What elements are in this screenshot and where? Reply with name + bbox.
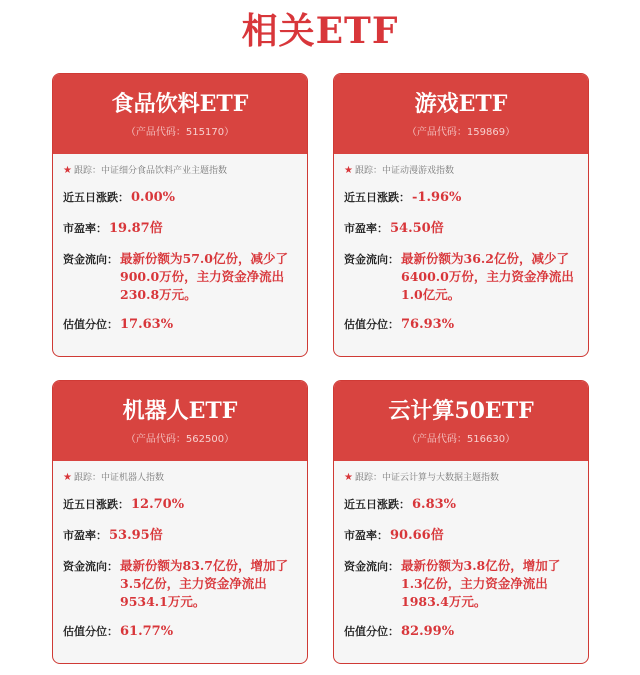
valuation-row [344, 315, 580, 335]
pe-row [344, 526, 580, 546]
etf-name: 云计算50ETF [388, 398, 534, 424]
valuation-label: 估值分位： [344, 318, 399, 331]
valuation-row [63, 315, 299, 335]
index-name: 中证动漫游戏指数 [381, 166, 454, 176]
tracking-index [63, 164, 299, 178]
etf-card-cloud-computing [333, 380, 589, 664]
valuation-row [63, 622, 299, 642]
product-code: （产品代码：515170） [125, 127, 235, 138]
product-code: （产品代码：516630） [406, 434, 516, 445]
flow-row [63, 250, 299, 304]
page-title: 相关ETF [241, 10, 399, 52]
track-label: 跟踪： [354, 473, 382, 483]
five-day-value: 0.00% [131, 190, 176, 205]
valuation-value: 61.77% [120, 624, 174, 639]
valuation-value: 82.99% [401, 624, 455, 639]
five-day-value: 6.83% [412, 497, 457, 512]
five-day-value: -1.96% [412, 190, 462, 205]
pe-label: 市盈率： [63, 529, 107, 542]
flow-value: 最新份额为36.2亿份，减少了6400.0万份，主力资金净流出1.0亿元。 [401, 251, 574, 302]
pe-row [63, 526, 299, 546]
etf-name: 食品饮料ETF [111, 91, 249, 117]
five-day-value: 12.70% [131, 497, 185, 512]
flow-value: 最新份额为57.0亿份，减少了900.0万份，主力资金净流出230.8万元。 [120, 251, 288, 302]
pe-label: 市盈率： [63, 222, 107, 235]
etf-card-gaming [333, 73, 589, 357]
index-name: 中证细分食品饮料产业主题指数 [100, 166, 227, 176]
flow-label: 资金流向： [344, 253, 399, 266]
card-header [334, 381, 588, 461]
flow-label: 资金流向： [344, 560, 399, 573]
track-label: 跟踪： [354, 166, 382, 176]
flow-row [344, 557, 580, 611]
valuation-label: 估值分位： [63, 318, 118, 331]
pe-value: 54.50倍 [390, 221, 444, 236]
etf-name: 机器人ETF [122, 398, 238, 424]
valuation-label: 估值分位： [63, 625, 118, 638]
five-day-label: 近五日涨跌： [344, 191, 410, 204]
tracking-index [344, 471, 580, 485]
track-label: 跟踪： [73, 166, 101, 176]
pe-value: 53.95倍 [109, 528, 163, 543]
five-day-label: 近五日涨跌： [63, 498, 129, 511]
pe-value: 19.87倍 [109, 221, 163, 236]
valuation-value: 76.93% [401, 317, 455, 332]
product-code: （产品代码：562500） [125, 434, 235, 445]
star-icon: ★ [344, 472, 353, 483]
pe-label: 市盈率： [344, 529, 388, 542]
etf-card-food-beverage [52, 73, 308, 357]
five-day-label: 近五日涨跌： [344, 498, 410, 511]
tracking-index [63, 471, 299, 485]
flow-label: 资金流向： [63, 253, 118, 266]
index-name: 中证云计算与大数据主题指数 [381, 473, 499, 483]
index-name: 中证机器人指数 [100, 473, 164, 483]
card-header [53, 74, 307, 154]
five-day-row [344, 188, 580, 208]
pe-value: 90.66倍 [390, 528, 444, 543]
pe-row [344, 219, 580, 239]
flow-value: 最新份额为3.8亿份，增加了1.3亿份，主力资金净流出1983.4万元。 [401, 558, 561, 609]
product-code: （产品代码：159869） [406, 127, 516, 138]
card-header [53, 381, 307, 461]
flow-row [344, 250, 580, 304]
star-icon: ★ [344, 165, 353, 176]
five-day-label: 近五日涨跌： [63, 191, 129, 204]
five-day-row [63, 188, 299, 208]
flow-label: 资金流向： [63, 560, 118, 573]
valuation-row [344, 622, 580, 642]
pe-label: 市盈率： [344, 222, 388, 235]
five-day-row [344, 495, 580, 515]
star-icon: ★ [63, 472, 72, 483]
flow-row [63, 557, 299, 611]
tracking-index [344, 164, 580, 178]
etf-card-robot [52, 380, 308, 664]
pe-row [63, 219, 299, 239]
valuation-label: 估值分位： [344, 625, 399, 638]
star-icon: ★ [63, 165, 72, 176]
track-label: 跟踪： [73, 473, 101, 483]
etf-name: 游戏ETF [414, 91, 508, 117]
five-day-row [63, 495, 299, 515]
valuation-value: 17.63% [120, 317, 174, 332]
flow-value: 最新份额为83.7亿份，增加了3.5亿份，主力资金净流出9534.1万元。 [120, 558, 288, 609]
card-header [334, 74, 588, 154]
